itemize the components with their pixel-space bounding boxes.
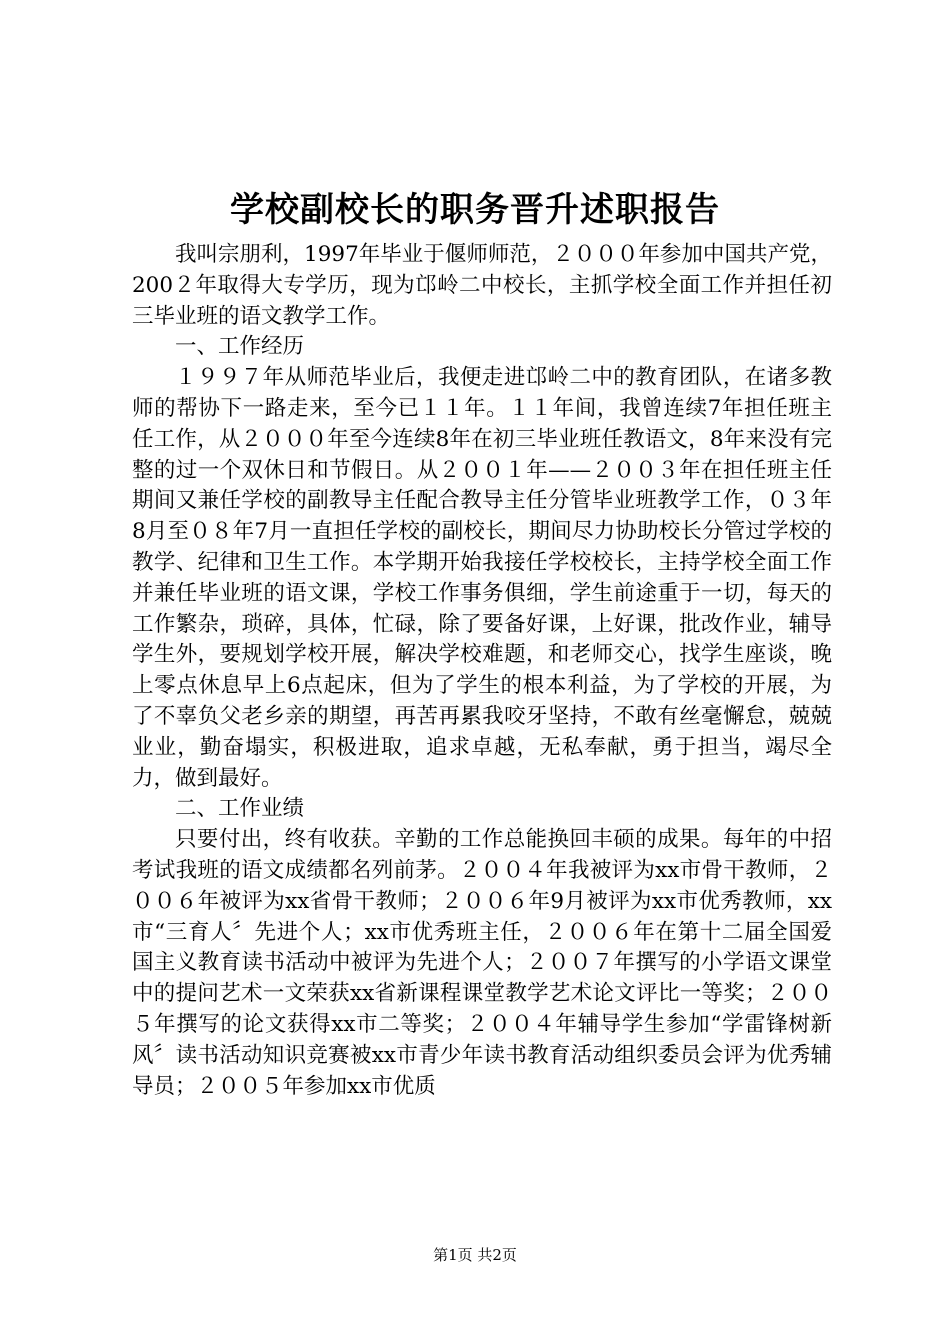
work-experience-paragraph: １９９７年从师范毕业后，我便走进邙岭二中的教育团队，在诸多教师的帮协下一路走来，至今已１１年。１１年间，我曾连续7年担任班主任工作，从２０００年至今连续8年在初三毕业班任教语文，8年来没有完整的过一个双休日和节假日。从２００１年——２００３年在担任班主任期间又兼任学校的副教导主任配合教导主任分管毕业班教学工作，０３年8月至０８年7月一直担任学校的副校长，期间尽力协助校长分管过学校的教学、纪律和卫生工作。本学期开始我接任学校校长，主持学校全面工作并兼任毕业班的语文课，学校工作事务俱细，学生前途重于一切，每天的工作繁杂，琐碎，具体，忙碌，除了要备好课，上好课，批改作业，辅导学生外，要规划学校开展，解决学校难题，和老师交心，找学生座谈，晚上零点休息早上6点起床，但为了学生的根本利益，为了学校的开展，为了不辜负父老乡亲的期望，再苦再累我咬牙坚持，不敢有丝毫懈怠，兢兢业业，勤奋塌实，积极进取，追求卓越，无私奉献，勇于担当，竭尽全力，做到最好。: [132, 365, 832, 791]
intro-paragraph: 我叫宗朋利，1997年毕业于偃师师范，２０００年参加中国共产党，200２年取得大专学历，现为邙岭二中校长，主抓学校全面工作并担任初三毕业班的语文教学工作。: [132, 242, 832, 329]
document-title: 学校副校长的职务晋升述职报告: [230, 190, 720, 230]
section-heading-work-experience: 一、工作经历: [175, 334, 305, 360]
achievements-paragraph: 只要付出，终有收获。辛勤的工作总能换回丰硕的成果。每年的中招考试我班的语文成绩都名列前茅。２００４年我被评为xx市骨干教师，２００６年被评为xx省骨干教师；２００６年9月被评为xx市优秀教师，xx市“三育人〞先进个人；xx市优秀班主任，２００６年在第十二届全国爱国主义教育读书活动中被评为先进个人；２００７年撰写的小学语文课堂中的提问艺术一文荣获xx省新课程课堂教学艺术论文评比一等奖；２００５年撰写的论文获得xx市二等奖；２００４年辅导学生参加“学雷锋树新风〞读书活动知识竞赛被xx市青少年读书教育活动组织委员会评为优秀辅导员；２００５年参加xx市优质: [132, 827, 832, 1099]
page-footer: 第1页 共2页: [433, 1246, 517, 1264]
section-heading-achievements: 二、工作业绩: [175, 796, 305, 822]
document-body: [132, 240, 832, 1102]
